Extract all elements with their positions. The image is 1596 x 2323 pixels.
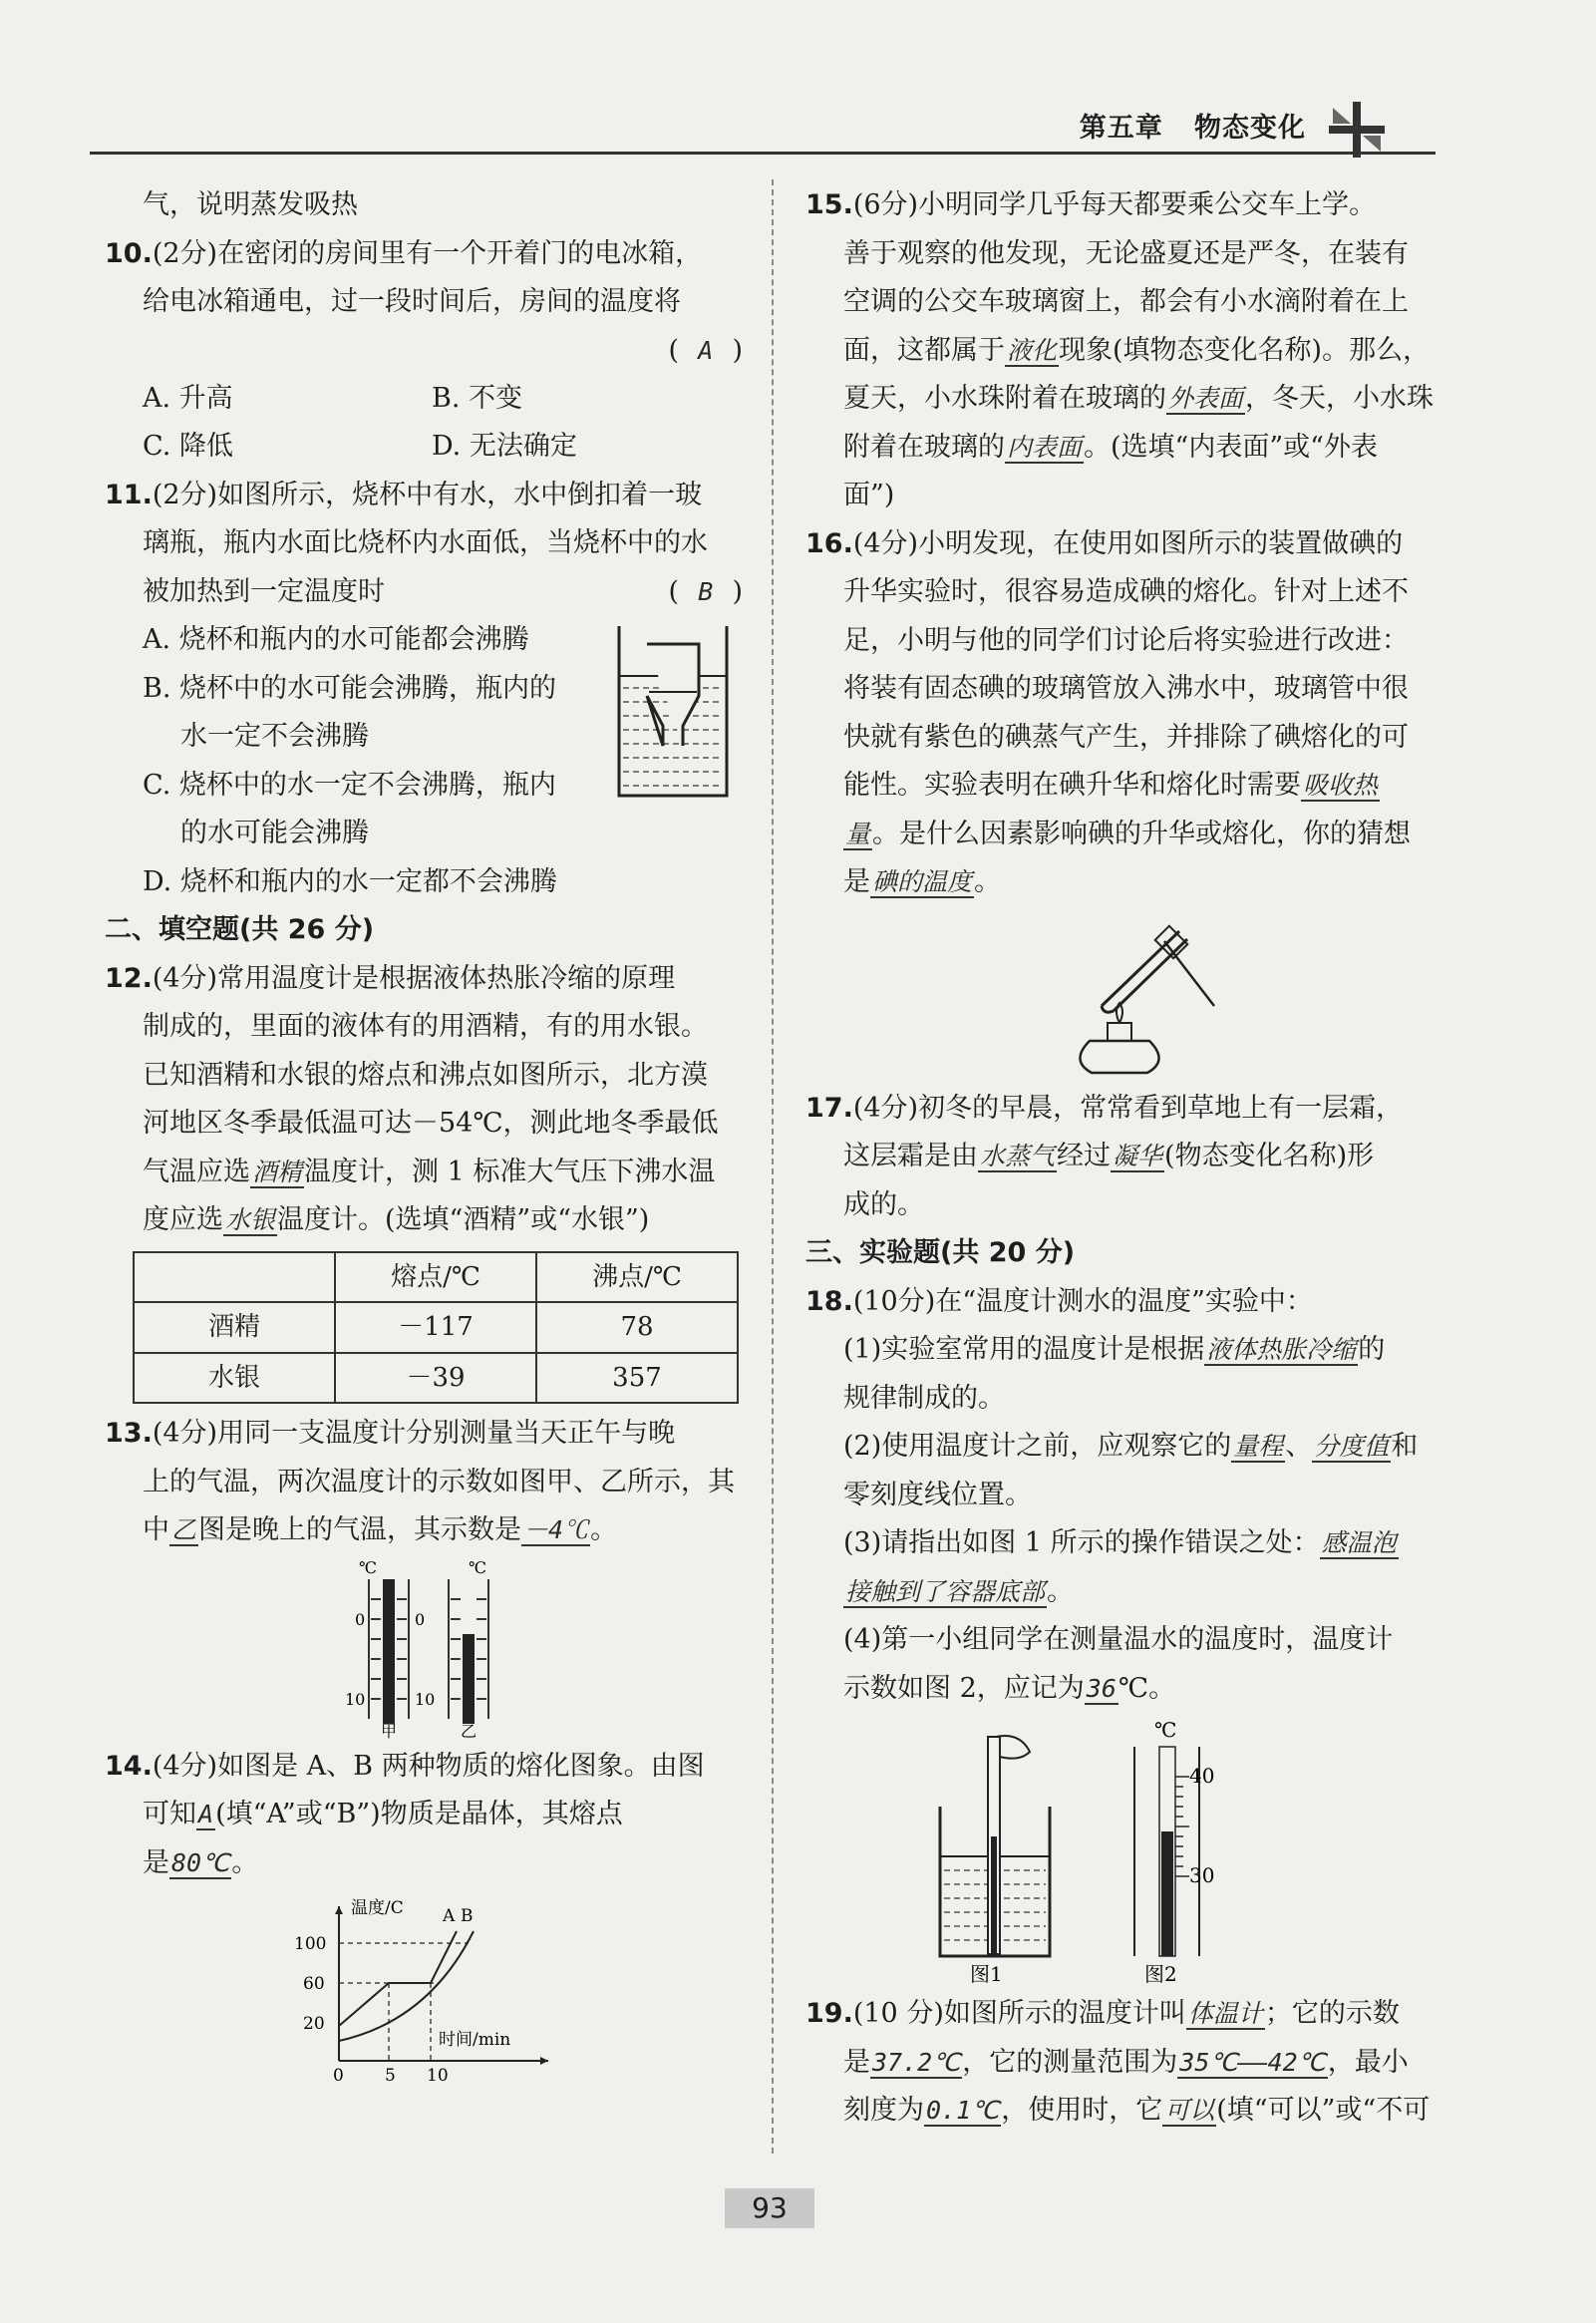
q13-text: (4分)用同一支温度计分别测量当天正午与晚 bbox=[152, 1418, 676, 1449]
q18-part4b: 示数如图 2，应记为 bbox=[843, 1672, 1085, 1704]
chapter-label: 第五章 bbox=[1079, 113, 1163, 144]
q16-text-5: 快就有紫色的碘蒸气产生，并排除了碘熔化的可 bbox=[843, 721, 1409, 753]
q18-answer-5: 36 bbox=[1086, 1673, 1117, 1703]
q11-text-3: 被加热到一定温度时 bbox=[143, 575, 385, 607]
q16-answer-2: 碘的温度 bbox=[872, 867, 973, 896]
q14-answer-1: A bbox=[198, 1800, 214, 1828]
table-header-cell: 沸点/℃ bbox=[536, 1252, 738, 1303]
figure-2-label: 图2 bbox=[1144, 1962, 1177, 1986]
chapter-logo-icon bbox=[1321, 100, 1391, 160]
q14-text-3b: 。 bbox=[231, 1846, 259, 1878]
question-17 bbox=[805, 1085, 1453, 1230]
thermo-label-jia: 甲 bbox=[381, 1721, 398, 1739]
table-header-cell: 熔点/℃ bbox=[335, 1252, 536, 1303]
q19-number: 19. bbox=[805, 1998, 853, 2029]
q11-text: (2分)如图所示，烧杯中有水，水中倒扣着一玻 bbox=[152, 479, 703, 510]
thermometer-jia bbox=[345, 1559, 409, 1739]
q19-answer-3: 35℃——42℃ bbox=[1179, 2047, 1326, 2077]
q18-part2: (2)使用温度计之前，应观察它的 bbox=[843, 1431, 1232, 1462]
question-11 bbox=[105, 472, 753, 907]
q14-text-2: 可知 bbox=[143, 1799, 196, 1829]
q16-answer-1-cont: 量 bbox=[845, 819, 871, 848]
q10-option-a: A. 升高 bbox=[143, 382, 233, 414]
thermo-tick-30: 30 bbox=[1189, 1863, 1215, 1887]
q14-number: 14. bbox=[105, 1750, 153, 1782]
table-cell: 78 bbox=[536, 1302, 738, 1353]
question-15 bbox=[805, 181, 1453, 520]
q19-text-3b: ，使用时，它 bbox=[1001, 2095, 1163, 2126]
q17-text: (4分)初冬的早晨，常常看到草地上有一层霜， bbox=[852, 1092, 1404, 1124]
q18-answer-4-cont: 接触到了容器底部 bbox=[845, 1576, 1046, 1606]
q11-option-c-cont: 的水可能会沸腾 bbox=[180, 818, 369, 848]
q12-number: 12. bbox=[105, 962, 153, 994]
q14-text: (4分)如图是 A、B 两种物质的熔化图象。由图 bbox=[152, 1750, 705, 1782]
question-14 bbox=[105, 1743, 753, 2082]
q11-option-b-cont: 水一定不会沸腾 bbox=[180, 721, 369, 752]
column-divider bbox=[772, 179, 774, 2154]
q18-text: (10分)在“温度计测水的温度”实验中： bbox=[852, 1285, 1313, 1317]
question-16 bbox=[805, 520, 1453, 1081]
q15-text-5b: ，冬天，小水珠 bbox=[1245, 383, 1435, 414]
q19-text-2c: ，最小 bbox=[1327, 2046, 1409, 2078]
q13-answer-2: －4℃ bbox=[523, 1515, 589, 1544]
q18-part1: (1)实验室常用的温度计是根据 bbox=[843, 1334, 1205, 1365]
q17-text-2c: (物态变化名称)形 bbox=[1164, 1141, 1375, 1171]
q17-text-2: 这层霜是由 bbox=[843, 1141, 978, 1171]
left-column bbox=[105, 181, 753, 2085]
q12-text-3: 已知酒精和水银的熔点和沸点如图所示，北方漠 bbox=[143, 1059, 708, 1091]
chapter-title bbox=[1080, 106, 1306, 145]
thermometer-yi bbox=[415, 1559, 488, 1739]
q10-answer: A bbox=[698, 335, 714, 365]
q16-number: 16. bbox=[805, 527, 853, 559]
q19-answer-1: 体温计 bbox=[1187, 1999, 1263, 2028]
q19-text-1b: ；它的示数 bbox=[1264, 1998, 1400, 2029]
q13-text-3: 中 bbox=[143, 1514, 169, 1545]
q16-text: (4分)小明发现，在使用如图所示的装置做碘的 bbox=[852, 527, 1404, 559]
q19-answer-2: 37.2℃ bbox=[872, 2047, 961, 2077]
table-cell: 357 bbox=[536, 1353, 738, 1404]
page-number: 93 bbox=[725, 2188, 814, 2228]
thermo-tick-0: 0 bbox=[415, 1609, 426, 1629]
q19-text-3: 刻度为 bbox=[843, 2095, 924, 2126]
figure-1 bbox=[940, 1736, 1050, 1986]
q16-text-8: 是 bbox=[843, 866, 870, 897]
q19-text-2b: ，它的测量范围为 bbox=[962, 2046, 1178, 2078]
q16-text-7: 。是什么因素影响碘的升华或熔化，你的猜想 bbox=[872, 818, 1412, 849]
q12-text-6: 度应选 bbox=[143, 1204, 223, 1235]
q14-text-3: 是 bbox=[143, 1846, 169, 1878]
q15-text-4: 面，这都属于 bbox=[843, 334, 1005, 366]
q18-part2b: 、 bbox=[1285, 1431, 1313, 1462]
q19-answer-4: 0.1℃ bbox=[926, 2096, 1000, 2125]
q18-answer-1: 液体热胀冷缩 bbox=[1206, 1335, 1357, 1364]
question-10 bbox=[105, 230, 753, 472]
q13-answer-1: 乙 bbox=[171, 1515, 197, 1544]
table-header-cell bbox=[134, 1252, 335, 1303]
q10-option-b: B. 不变 bbox=[432, 382, 523, 414]
melting-graph bbox=[289, 1891, 568, 2081]
beaker-bottle-figure bbox=[613, 616, 733, 806]
q16-text-8b: 。 bbox=[974, 866, 1002, 897]
melting-boiling-table bbox=[133, 1251, 739, 1405]
q10-answer-box: ( A ) bbox=[668, 334, 743, 366]
q11-option-d: D. 烧杯和瓶内的水一定都不会沸腾 bbox=[143, 865, 557, 897]
q14-answer-2: 80℃ bbox=[171, 1847, 230, 1877]
chart-series-a-label: A bbox=[443, 1906, 456, 1926]
q15-text-5: 夏天，小水珠附着在玻璃的 bbox=[843, 383, 1166, 414]
question-19 bbox=[805, 1990, 1453, 2136]
q16-answer-1: 吸收热 bbox=[1303, 771, 1379, 800]
section-2-heading: 二、填空题(共 26 分) bbox=[105, 914, 375, 945]
q15-text-6: 附着在玻璃的 bbox=[843, 431, 1005, 463]
q18-answer-2: 量程 bbox=[1233, 1432, 1284, 1461]
thermo-unit: ℃ bbox=[469, 1558, 486, 1577]
thermo-unit: ℃ bbox=[1154, 1718, 1177, 1742]
thermo-label-yi: 乙 bbox=[461, 1721, 478, 1739]
q18-answer-4: 感温泡 bbox=[1321, 1528, 1397, 1557]
table-row bbox=[134, 1353, 738, 1404]
q17-answer-1: 水蒸气 bbox=[980, 1142, 1056, 1170]
q12-answer-2: 水银 bbox=[225, 1205, 276, 1234]
q18-part2d: 零刻度线位置。 bbox=[843, 1479, 1032, 1510]
figure-2 bbox=[1134, 1718, 1214, 1986]
section-3-heading: 三、实验题(共 20 分) bbox=[805, 1237, 1076, 1268]
q11-answer-box: ( B ) bbox=[668, 575, 743, 607]
q18-answer-3: 分度值 bbox=[1314, 1432, 1390, 1461]
right-column bbox=[805, 181, 1453, 2136]
question-18 bbox=[805, 1278, 1453, 1987]
continued-line: 气，说明蒸发吸热 bbox=[143, 189, 358, 220]
q18-part4c: ℃。 bbox=[1117, 1672, 1176, 1704]
q17-text-2b: 经过 bbox=[1057, 1141, 1112, 1171]
header-rule bbox=[90, 152, 1436, 155]
page-header bbox=[90, 100, 1455, 160]
q11-answer: B bbox=[698, 576, 714, 606]
q16-text-4: 将装有固态碘的玻璃管放入沸水中，玻璃管中很 bbox=[843, 673, 1409, 704]
q11-text-2: 璃瓶，瓶内水面比烧杯内水面低，当烧杯中的水 bbox=[143, 527, 708, 558]
q18-part3b: 。 bbox=[1047, 1575, 1075, 1607]
table-cell: －117 bbox=[335, 1302, 536, 1353]
q15-text-2: 善于观察的他发现，无论盛夏还是严冬，在装有 bbox=[843, 237, 1409, 269]
q10-text: (2分)在密闭的房间里有一个开着门的电冰箱， bbox=[152, 237, 703, 269]
chart-x-tick: 0 bbox=[333, 2066, 344, 2081]
thermo-tick-0: 0 bbox=[355, 1609, 366, 1629]
q12-text-2: 制成的，里面的液体有的用酒精，有的用水银。 bbox=[143, 1011, 708, 1042]
q11-option-c: C. 烧杯中的水一定不会沸腾，瓶内 bbox=[143, 769, 556, 801]
table-cell: 酒精 bbox=[134, 1302, 335, 1353]
chart-series-b-label: B bbox=[461, 1906, 474, 1926]
thermometer-pair-figure bbox=[319, 1559, 538, 1739]
q10-text-2: 给电冰箱通电，过一段时间后，房间的温度将 bbox=[143, 286, 681, 317]
q19-text: (10 分)如图所示的温度计叫 bbox=[852, 1998, 1186, 2029]
q10-option-c: C. 降低 bbox=[143, 431, 233, 462]
q13-text-3b: 图是晚上的气温，其示数是 bbox=[198, 1514, 522, 1545]
thermo-tick-40: 40 bbox=[1189, 1764, 1215, 1788]
series-b-line bbox=[339, 1931, 474, 2041]
q15-answer-2: 外表面 bbox=[1168, 384, 1244, 413]
chart-y-tick: 100 bbox=[294, 1934, 327, 1954]
q11-option-a: A. 烧杯和瓶内的水可能都会沸腾 bbox=[143, 624, 529, 655]
q17-number: 17. bbox=[805, 1092, 853, 1124]
chart-y-tick: 60 bbox=[303, 1974, 325, 1994]
q11-option-b: B. 烧杯中的水可能会沸腾，瓶内的 bbox=[143, 672, 557, 704]
q11-number: 11. bbox=[105, 479, 153, 510]
q13-text-2: 上的气温，两次温度计的示数如图甲、乙所示，其 bbox=[143, 1466, 735, 1497]
q16-text-3: 足，小明与他的同学们讨论后将实验进行改进： bbox=[843, 624, 1409, 656]
q10-number: 10. bbox=[105, 237, 153, 269]
q18-part4: (4)第一小组同学在测量温水的温度时，温度计 bbox=[843, 1624, 1394, 1655]
thermo-unit: ℃ bbox=[359, 1558, 377, 1577]
iodine-sublimation-figure bbox=[1030, 911, 1229, 1081]
table-row bbox=[134, 1302, 738, 1353]
q18-part1c: 规律制成的。 bbox=[843, 1382, 1005, 1414]
figure-1-label: 图1 bbox=[970, 1962, 1003, 1986]
q15-text-6b: 。(选填“内表面”或“外表 bbox=[1084, 431, 1378, 463]
q19-answer-5: 可以 bbox=[1164, 2096, 1215, 2125]
q18-part3: (3)请指出如图 1 所示的操作错误之处： bbox=[843, 1527, 1320, 1558]
q15-answer-1: 液化 bbox=[1007, 335, 1058, 365]
q15-answer-3: 内表面 bbox=[1007, 432, 1083, 462]
chapter-topic: 物态变化 bbox=[1194, 113, 1306, 144]
q12-text: (4分)常用温度计是根据液体热胀冷缩的原理 bbox=[152, 962, 676, 994]
q15-text-7: 面”) bbox=[843, 480, 895, 510]
table-header-row bbox=[134, 1252, 738, 1303]
q12-text-5b: 温度计，测 1 标准大气压下沸水温 bbox=[304, 1156, 716, 1187]
q12-text-6b: 温度计。(选填“酒精”或“水银”) bbox=[277, 1204, 650, 1235]
q15-text-3: 空调的公交车玻璃窗上，都会有小水滴附着在上 bbox=[843, 286, 1409, 317]
table-cell: －39 bbox=[335, 1353, 536, 1404]
thermometer-beaker-figure bbox=[900, 1717, 1359, 1986]
q18-number: 18. bbox=[805, 1285, 853, 1317]
q19-text-2: 是 bbox=[843, 2046, 870, 2078]
q19-text-3c: (填“可以”或“不可 bbox=[1216, 2095, 1431, 2126]
q15-number: 15. bbox=[805, 189, 853, 220]
q13-number: 13. bbox=[105, 1418, 153, 1449]
q18-part1b: 的 bbox=[1358, 1334, 1386, 1365]
q12-text-5: 气温应选 bbox=[143, 1156, 250, 1187]
chart-y-label: 温度/C bbox=[351, 1898, 404, 1918]
q14-text-2b: (填“A”或“B”)物质是晶体，其熔点 bbox=[215, 1799, 623, 1829]
q13-text-3c: 。 bbox=[590, 1514, 618, 1545]
question-12 bbox=[105, 955, 753, 1405]
q15-text: (6分)小明同学几乎每天都要乘公交车上学。 bbox=[852, 189, 1377, 220]
q15-text-4b: 现象(填物态变化名称)。那么， bbox=[1059, 334, 1431, 366]
chart-x-label: 时间/min bbox=[439, 2030, 511, 2050]
chart-x-tick: 10 bbox=[427, 2066, 449, 2081]
table-cell: 水银 bbox=[134, 1353, 335, 1404]
q16-text-6: 能性。实验表明在碘升华和熔化时需要 bbox=[843, 770, 1301, 801]
q17-answer-2: 凝华 bbox=[1113, 1142, 1163, 1170]
q12-answer-1: 酒精 bbox=[252, 1157, 303, 1186]
q10-option-d: D. 无法确定 bbox=[432, 431, 577, 462]
q18-part2c: 和 bbox=[1391, 1431, 1419, 1462]
q16-text-2: 升华实验时，很容易造成碘的熔化。针对上述不 bbox=[843, 576, 1409, 607]
question-13 bbox=[105, 1410, 753, 1739]
q12-text-4: 河地区冬季最低温可达－54℃，测此地冬季最低 bbox=[143, 1108, 719, 1139]
series-a-line bbox=[339, 1931, 457, 2026]
thermo-tick-10: 10 bbox=[345, 1689, 366, 1709]
chart-y-tick: 20 bbox=[303, 2014, 325, 2034]
q17-text-3: 成的。 bbox=[843, 1188, 924, 1220]
thermo-tick-10: 10 bbox=[415, 1689, 436, 1709]
chart-x-tick: 5 bbox=[385, 2066, 396, 2081]
